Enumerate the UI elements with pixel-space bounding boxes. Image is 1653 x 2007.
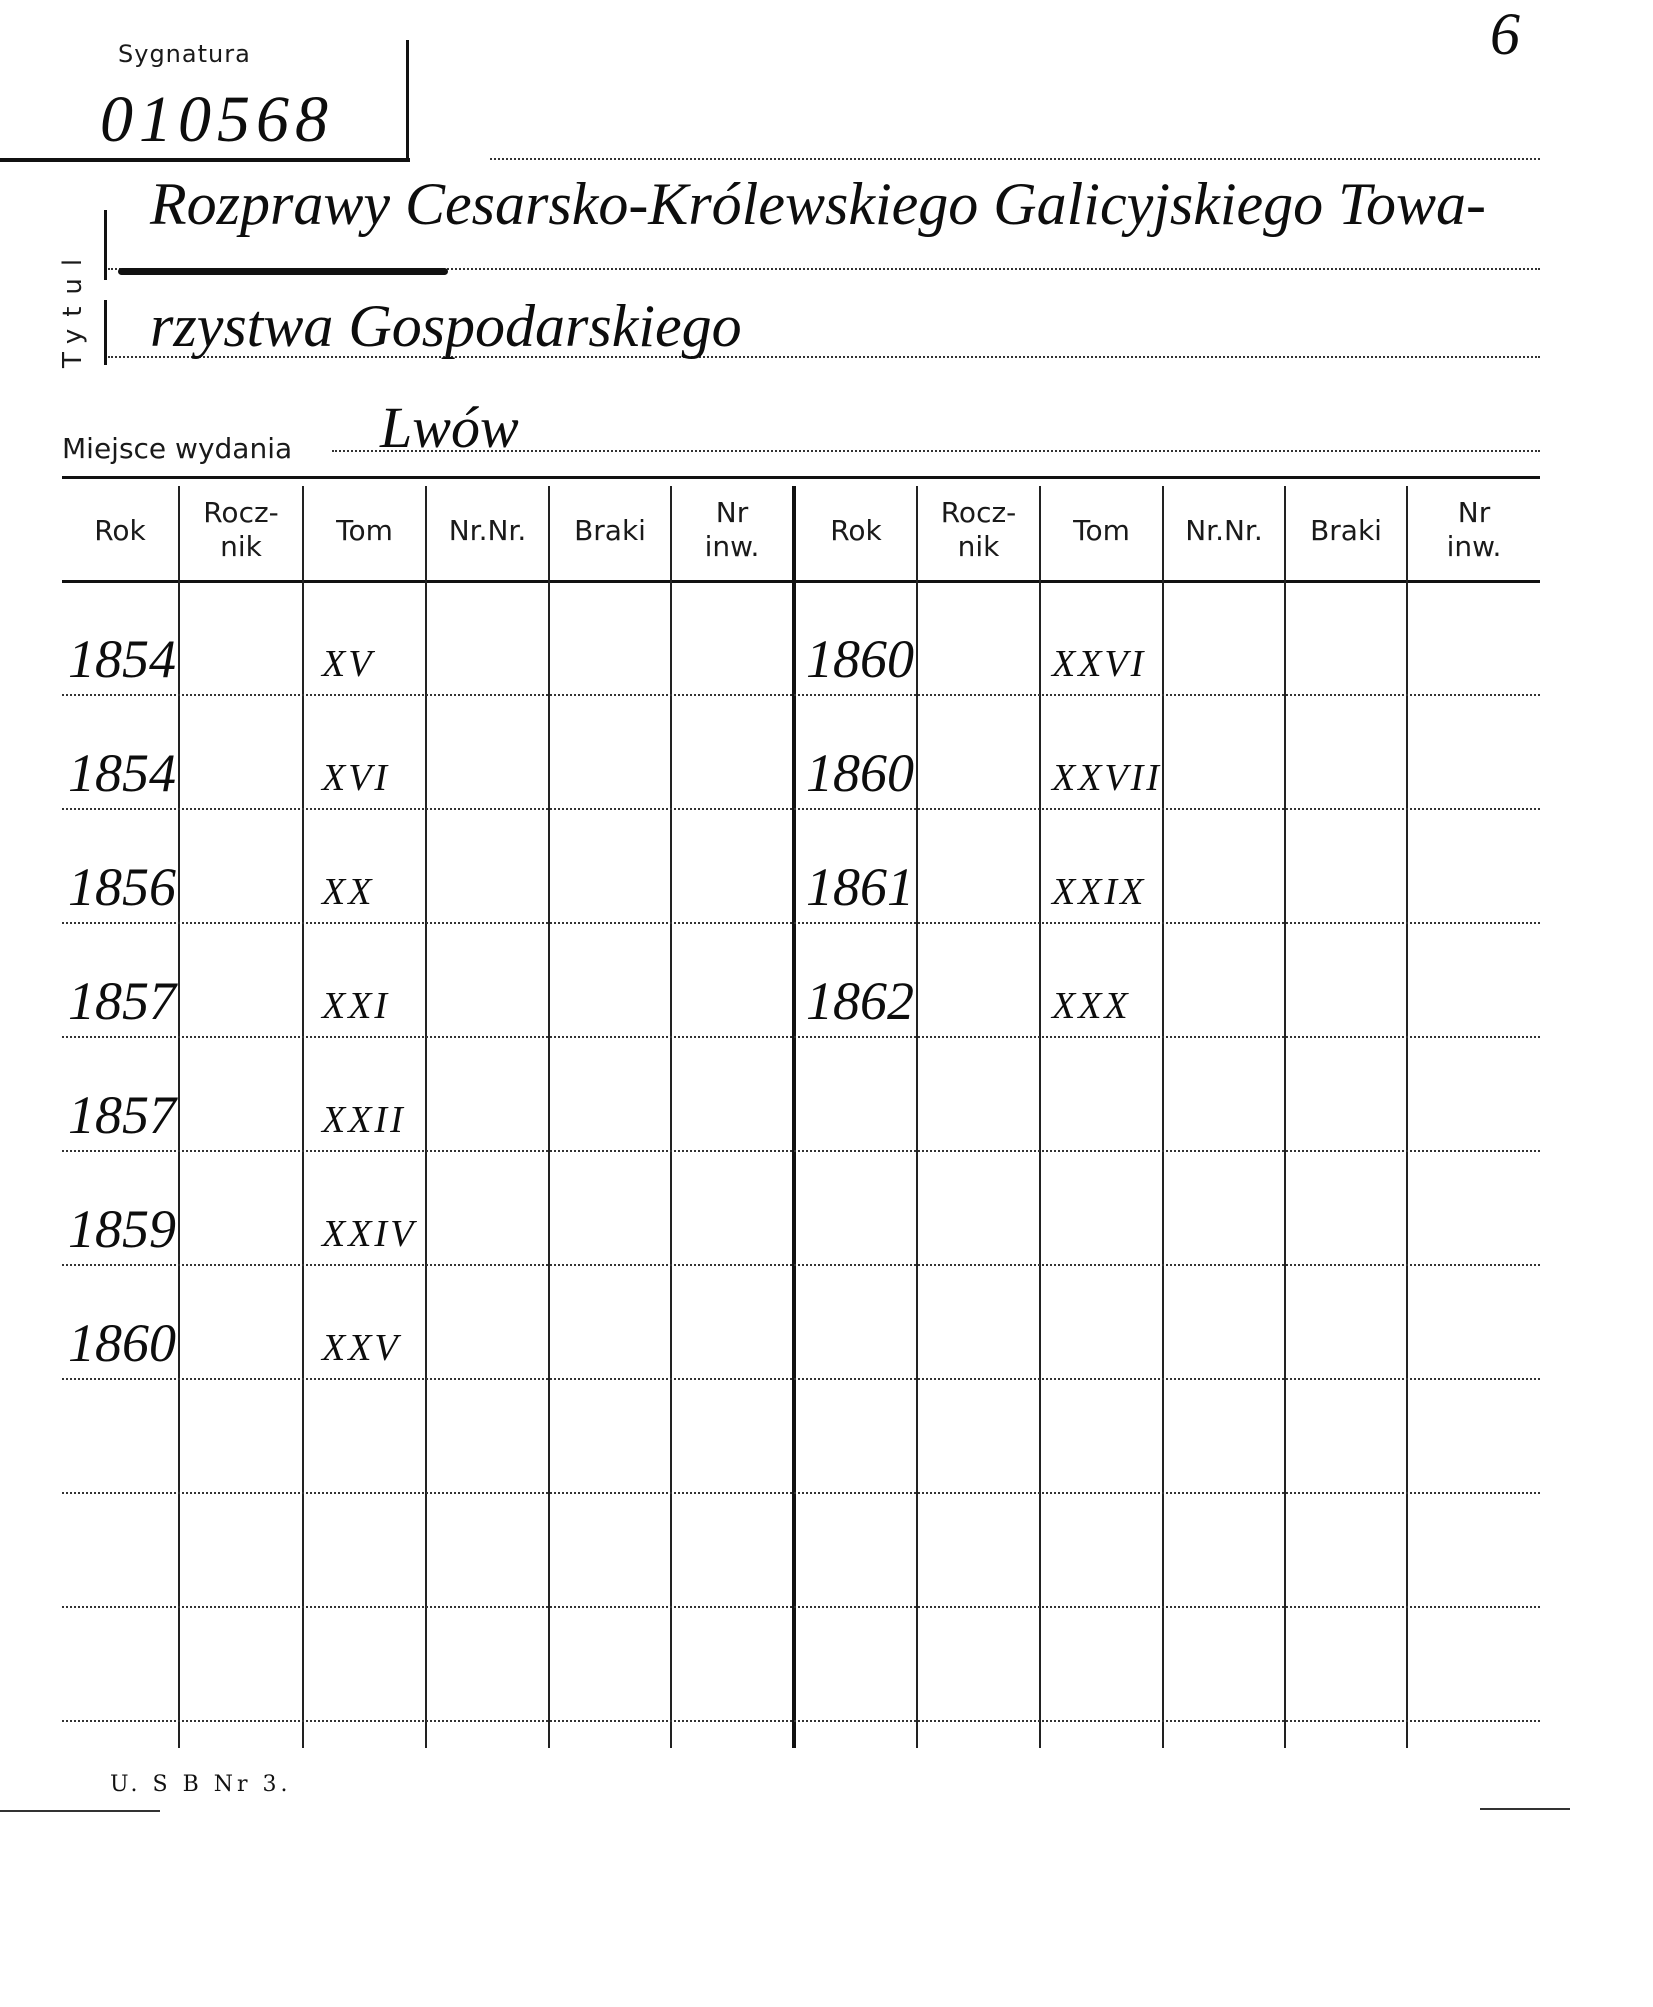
footer-scan-mark — [0, 1810, 160, 1812]
header-rok: Rok — [94, 514, 146, 547]
title-line-2: rzystwa Gospodarskiego — [150, 293, 742, 359]
header-nrnr: Nr.Nr. — [448, 514, 527, 547]
row-rule — [62, 1150, 1540, 1152]
header-nrnr: Nr.Nr. — [1185, 514, 1263, 547]
col-divider — [1284, 486, 1286, 1748]
header-rok: Rok — [830, 514, 882, 547]
col-divider — [425, 486, 427, 1748]
col-divider — [302, 486, 304, 1748]
title-label: Tytul — [58, 246, 88, 368]
header-braki: Braki — [574, 514, 646, 547]
row-tom: XXVI — [1052, 643, 1147, 685]
row-rule — [62, 1606, 1540, 1608]
header-tom: Tom — [1073, 514, 1130, 547]
col-divider — [1162, 486, 1164, 1748]
header-rocznik: Rocz- nik — [940, 496, 1017, 563]
row-tom: XXI — [322, 985, 391, 1027]
row-rok: 1854 — [68, 629, 176, 689]
row-rule — [62, 1720, 1540, 1722]
header-nrinw: Nr inw. — [704, 496, 760, 563]
title-bracket-bottom — [104, 300, 107, 365]
title-underline — [118, 268, 448, 275]
table-header-rule — [62, 580, 1540, 583]
title-line-1: Rozprawy Cesarsko-Królewskiego Galicyjskiego Towa- — [150, 171, 1487, 237]
signature-divider — [406, 40, 409, 160]
row-tom: XV — [322, 643, 375, 685]
place-value: Lwów — [380, 395, 519, 460]
row-rok: 1860 — [806, 743, 914, 803]
col-divider — [670, 486, 672, 1748]
row-rok: 1859 — [68, 1199, 176, 1259]
signature-label: Sygnatura — [118, 40, 251, 68]
header-tom: Tom — [336, 514, 393, 547]
row-tom: XVI — [322, 757, 391, 799]
row-rule — [62, 1036, 1540, 1038]
row-rok: 1856 — [68, 857, 176, 917]
row-tom: XXIV — [322, 1213, 417, 1255]
row-rule — [62, 1378, 1540, 1380]
title-bracket-top — [104, 210, 107, 280]
col-divider — [1406, 486, 1408, 1748]
row-rok: 1861 — [806, 857, 914, 917]
signature-rule — [0, 158, 410, 162]
row-tom: XXV — [322, 1327, 401, 1369]
header-braki: Braki — [1310, 514, 1382, 547]
form-footer: U. S B Nr 3. — [110, 1772, 292, 1797]
signature-value: 010568 — [100, 83, 334, 156]
place-label: Miejsce wydania — [62, 432, 293, 465]
row-tom: XXII — [322, 1099, 406, 1141]
row-rule — [62, 922, 1540, 924]
header-dotline — [490, 158, 1540, 160]
header-nrinw: Nr inw. — [1446, 496, 1502, 563]
page-mark: 6 — [1490, 1, 1520, 67]
row-tom: XXVII — [1052, 757, 1162, 799]
row-tom: XXIX — [1052, 871, 1147, 913]
row-rok: 1857 — [68, 1085, 176, 1145]
row-rule — [62, 1492, 1540, 1494]
col-divider — [916, 486, 918, 1748]
row-rok: 1860 — [68, 1313, 176, 1373]
row-rok: 1854 — [68, 743, 176, 803]
row-rok: 1857 — [68, 971, 176, 1031]
row-rule — [62, 808, 1540, 810]
row-tom: XXX — [1052, 985, 1131, 1027]
table-top-rule — [62, 476, 1540, 479]
footer-scan-mark — [1480, 1808, 1570, 1810]
row-rule — [62, 1264, 1540, 1266]
row-rok: 1862 — [806, 971, 914, 1031]
row-rok: 1860 — [806, 629, 914, 689]
row-tom: XX — [322, 871, 375, 913]
col-divider — [1039, 486, 1041, 1748]
row-rule — [62, 694, 1540, 696]
header-rocznik: Rocz- nik — [203, 496, 279, 563]
center-divider — [792, 486, 796, 1748]
col-divider — [548, 486, 550, 1748]
col-divider — [178, 486, 180, 1748]
